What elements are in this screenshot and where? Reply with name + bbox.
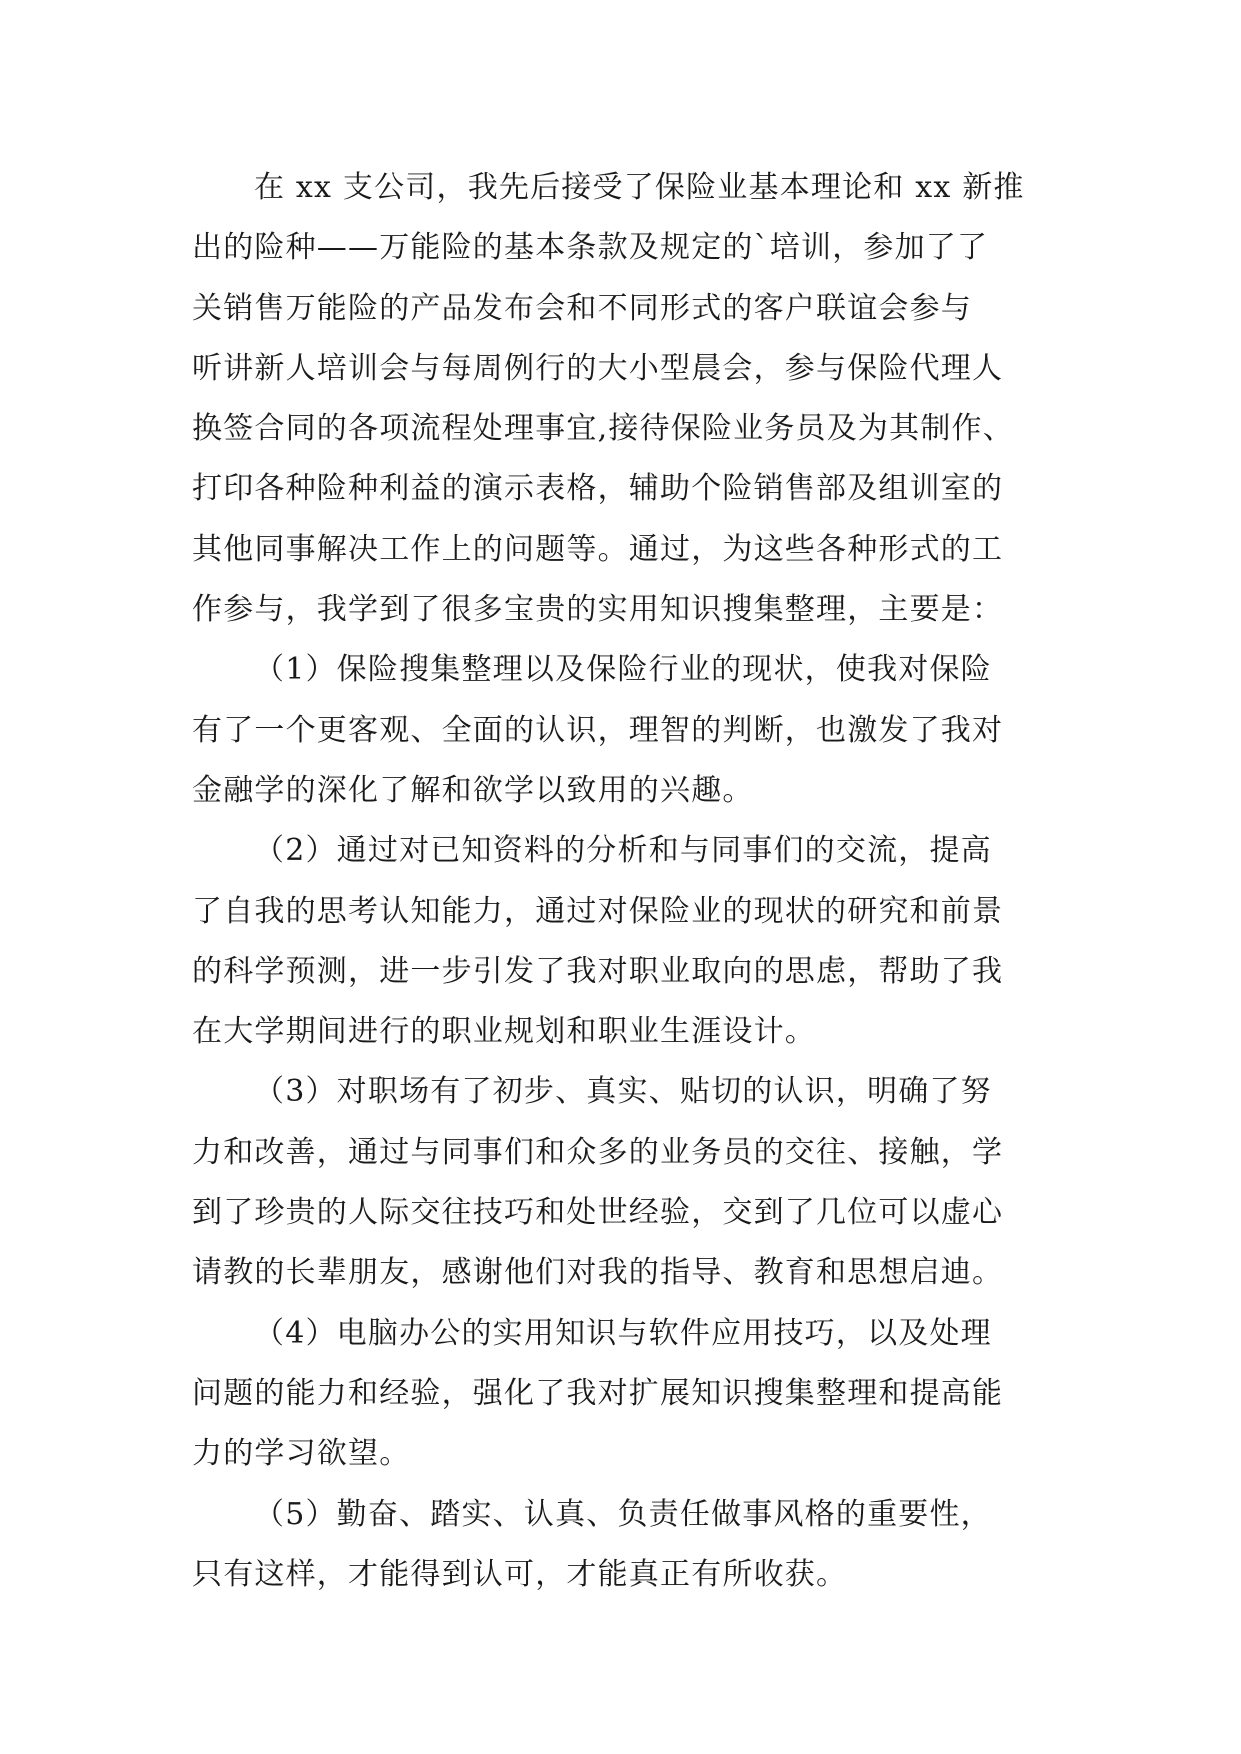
paragraph-intro: [192, 158, 1062, 640]
paragraph-item-1: [192, 640, 1062, 821]
text-line: （4）电脑办公的实用知识与软件应用技巧，以及处理: [254, 1315, 992, 1351]
text-line: 在大学期间进行的职业规划和职业生涯设计。: [192, 1014, 816, 1050]
text-line: 了自我的思考认知能力，通过对保险业的现状的研究和前景: [192, 893, 1004, 929]
paragraph-item-4: [192, 1304, 1062, 1485]
paragraph-item-3: [192, 1062, 1062, 1303]
text-line: 打印各种险种利益的演示表格，辅助个险销售部及组训室的: [192, 471, 1004, 507]
paragraph-item-2: [192, 821, 1062, 1062]
text-line: （3）对职场有了初步、真实、贴切的认识，明确了努: [254, 1074, 992, 1110]
text-line: 关销售万能险的产品发布会和不同形式的客户联谊会参与: [192, 290, 972, 326]
text-line: 问题的能力和经验，强化了我对扩展知识搜集整理和提高能: [192, 1375, 1004, 1411]
text-line: 换签合同的各项流程处理事宜,接待保险业务员及为其制作、: [192, 411, 1014, 447]
text-line: 力和改善，通过与同事们和众多的业务员的交往、接触，学: [192, 1134, 1004, 1170]
paragraph-item-5: [192, 1485, 1062, 1606]
text-line: 只有这样，才能得到认可，才能真正有所收获。: [192, 1556, 848, 1592]
text-line: 的科学预测，进一步引发了我对职业取向的思虑，帮助了我: [192, 953, 1004, 989]
text-line: （5）勤奋、踏实、认真、负责任做事风格的重要性，: [254, 1496, 992, 1532]
text-line: 请教的长辈朋友，感谢他们对我的指导、教育和思想启迪。: [192, 1255, 1004, 1291]
text-line: 金融学的深化了解和欲学以致用的兴趣。: [192, 772, 754, 808]
text-line: 听讲新人培训会与每周例行的大小型晨会，参与保险代理人: [192, 350, 1004, 386]
text-line: 在 xx 支公司，我先后接受了保险业基本理论和 xx 新推: [254, 170, 1025, 205]
text-line: （1）保险搜集整理以及保险行业的现状，使我对保险: [254, 652, 992, 688]
text-line: 力的学习欲望。: [192, 1436, 411, 1472]
text-line: 作参与，我学到了很多宝贵的实用知识搜集整理，主要是：: [192, 592, 1004, 628]
document-body: [192, 158, 1062, 1605]
text-line: 其他同事解决工作上的问题等。通过，为这些各种形式的工: [192, 531, 1004, 567]
text-line: 到了珍贵的人际交往技巧和处世经验，交到了几位可以虚心: [192, 1195, 1004, 1231]
text-line: （2）通过对已知资料的分析和与同事们的交流，提高: [254, 833, 992, 869]
text-line: 有了一个更客观、全面的认识，理智的判断，也激发了我对: [192, 712, 1004, 748]
text-line: 出的险种——万能险的基本条款及规定的`培训，参加了了: [192, 230, 989, 266]
